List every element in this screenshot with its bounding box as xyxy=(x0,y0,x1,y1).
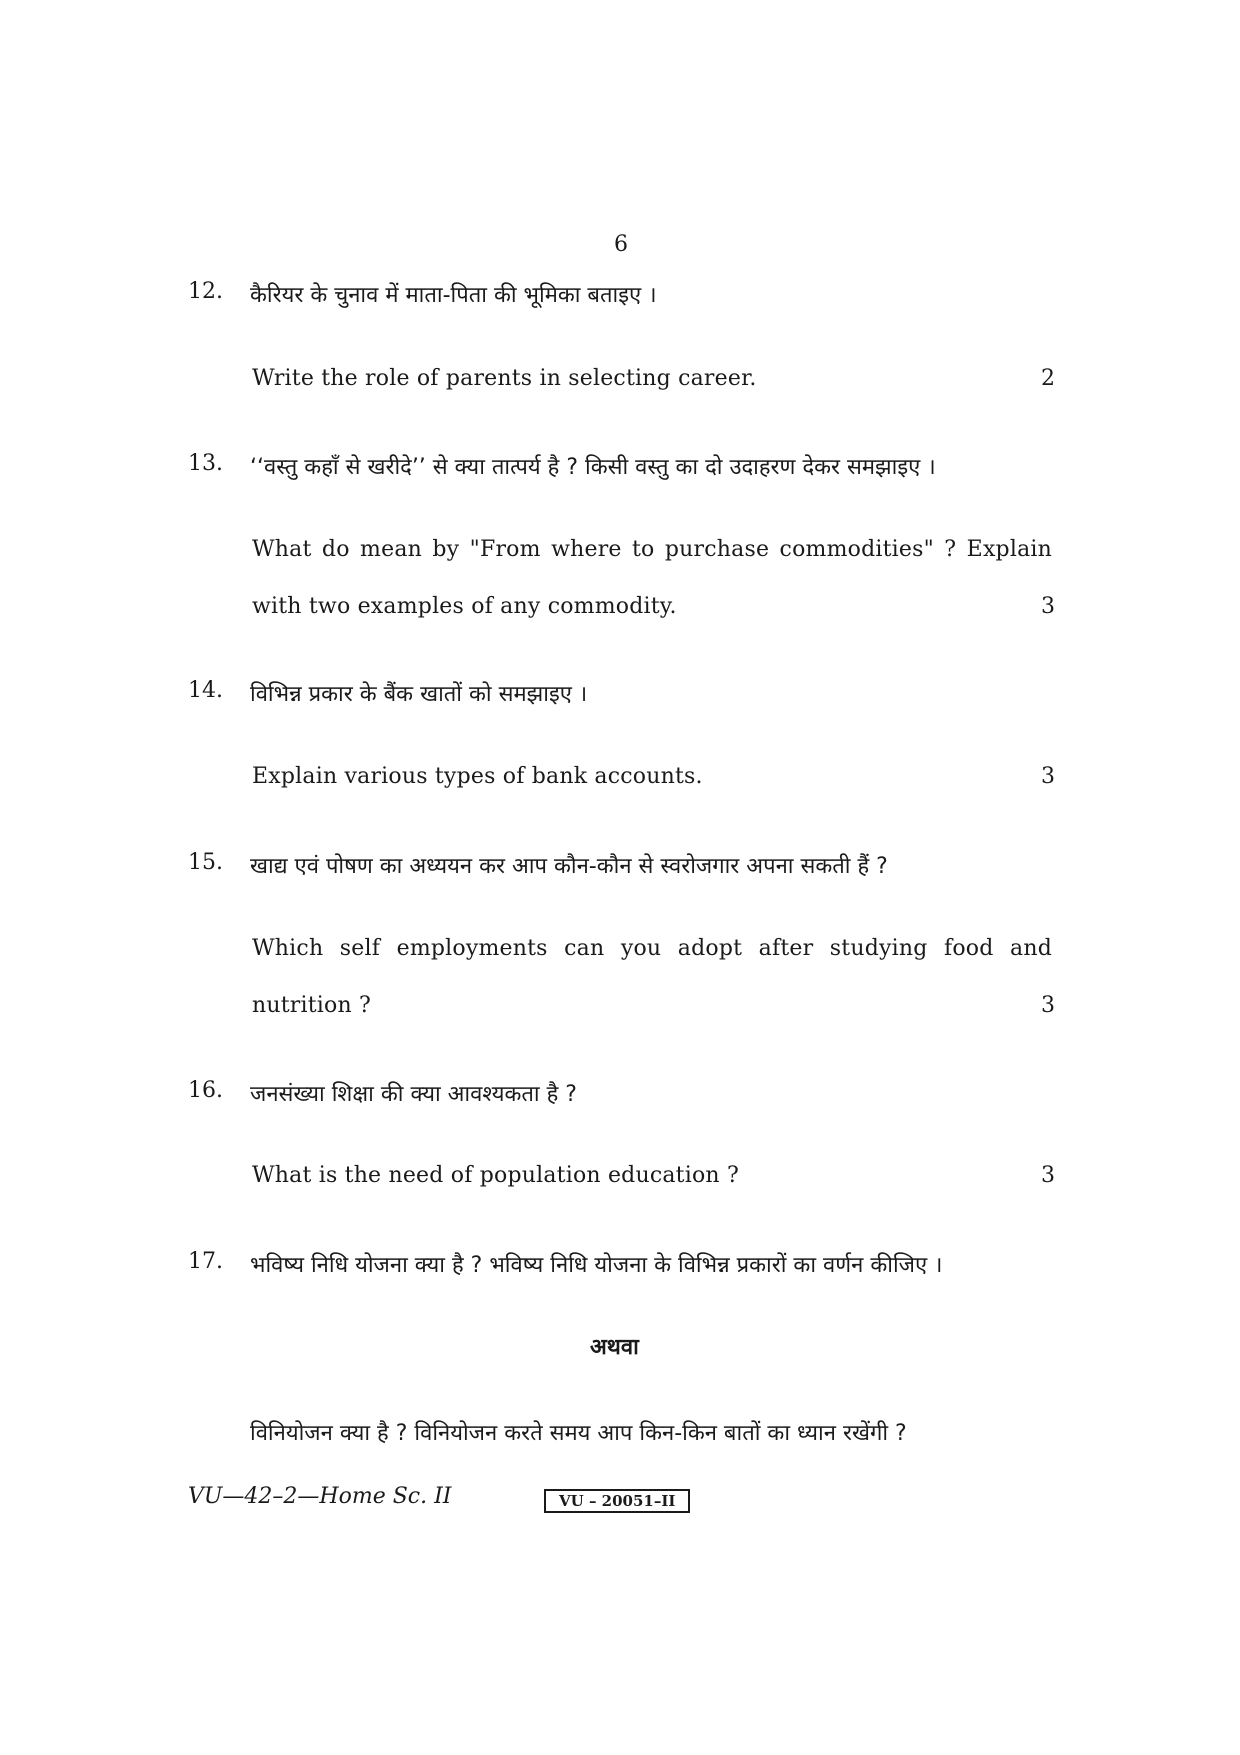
question-number: 17. xyxy=(188,1249,223,1274)
question-hindi: जनसंख्या शिक्षा की क्या आवश्यकता है ? xyxy=(250,1082,577,1107)
question-english: Write the role of parents in selecting career. xyxy=(252,366,757,391)
question-english: What do mean by "From where to purchase commodities" ? Explain xyxy=(252,537,1052,562)
question-marks: 3 xyxy=(1041,1163,1055,1188)
or-label: अथवा xyxy=(590,1335,639,1360)
footer-serial-box: VU – 20051–II xyxy=(544,1489,690,1513)
question-marks: 3 xyxy=(1041,594,1055,619)
question-english: Which self employments can you adopt after studying food and xyxy=(252,936,1052,961)
question-hindi: विभिन्न प्रकार के बैंक खातों को समझाइए । xyxy=(250,682,588,707)
question-number: 15. xyxy=(188,850,223,875)
question-hindi: ‘‘वस्तु कहाँ से खरीदे’’ से क्या तात्पर्य है ? किसी वस्तु का दो उदाहरण देकर समझाइए । xyxy=(250,455,936,480)
question-number: 16. xyxy=(188,1078,223,1103)
question-english: with two examples of any commodity. xyxy=(252,594,677,619)
question-english: Explain various types of bank accounts. xyxy=(252,764,703,789)
alternate-question-hindi: विनियोजन क्या है ? विनियोजन करते समय आप किन-किन बातों का ध्यान रखेंगी ? xyxy=(250,1421,907,1446)
question-number: 13. xyxy=(188,451,223,476)
question-marks: 2 xyxy=(1041,366,1055,391)
question-english: nutrition ? xyxy=(252,993,372,1018)
question-marks: 3 xyxy=(1041,764,1055,789)
question-marks: 3 xyxy=(1041,993,1055,1018)
question-english: What is the need of population education ? xyxy=(252,1163,739,1188)
question-hindi: खाद्य एवं पोषण का अध्ययन कर आप कौन-कौन से स्वरोजगार अपना सकती हैं ? xyxy=(250,854,888,879)
page-number: 6 xyxy=(614,232,628,257)
question-number: 12. xyxy=(188,279,223,304)
question-hindi: कैरियर के चुनाव में माता-पिता की भूमिका बताइए । xyxy=(250,283,657,308)
question-hindi: भविष्य निधि योजना क्या है ? भविष्य निधि योजना के विभिन्न प्रकारों का वर्णन कीजिए । xyxy=(250,1253,943,1278)
question-number: 14. xyxy=(188,678,223,703)
footer-paper-code: VU—42–2—Home Sc. II xyxy=(188,1484,452,1509)
